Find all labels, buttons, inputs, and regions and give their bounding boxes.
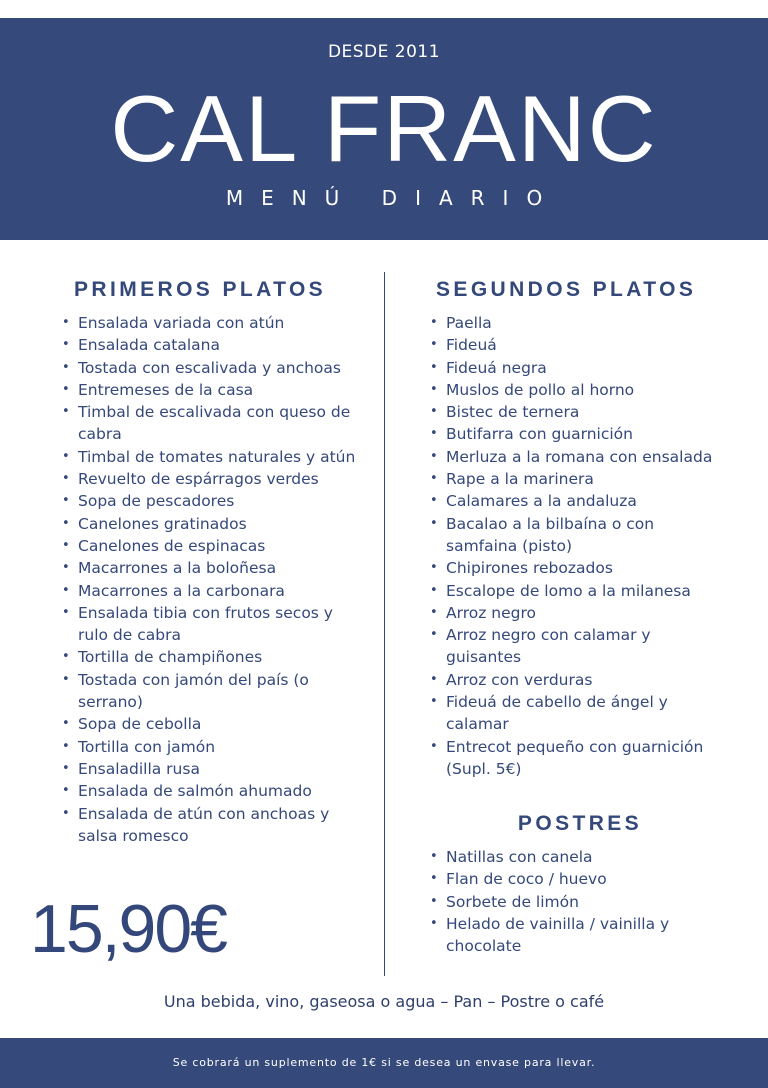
- segundos-list: [430, 312, 730, 780]
- menu-item: • Canelones gratinados: [62, 513, 362, 535]
- menu-item: • Tostada con jamón del país (o serrano): [62, 669, 362, 714]
- menu-price: 15,90€: [30, 891, 226, 967]
- menu-item: • Arroz con verduras: [430, 669, 730, 691]
- menu-item: • Arroz negro con calamar y guisantes: [430, 624, 730, 669]
- menu-item: • Bacalao a la bilbaína o con samfaina (pisto): [430, 513, 730, 558]
- menu-item: • Fideuá de cabello de ángel y calamar: [430, 691, 730, 736]
- menu-item: • Tortilla con jamón: [62, 736, 362, 758]
- primeros-title: PRIMEROS PLATOS: [74, 278, 327, 301]
- menu-item: • Arroz negro: [430, 602, 730, 624]
- menu-item: • Ensalada catalana: [62, 334, 362, 356]
- menu-item: • Merluza a la romana con ensalada: [430, 446, 730, 468]
- menu-item: • Ensalada de salmón ahumado: [62, 780, 362, 802]
- menu-item: • Sorbete de limón: [430, 891, 730, 913]
- menu-item: • Calamares a la andaluza: [430, 490, 730, 512]
- column-divider: [384, 272, 385, 976]
- menu-item: • Sopa de cebolla: [62, 713, 362, 735]
- menu-item: • Macarrones a la boloñesa: [62, 557, 362, 579]
- postres-section: [430, 812, 730, 957]
- restaurant-name: CAL FRANC: [110, 76, 658, 181]
- postres-list: [430, 846, 730, 957]
- menu-item: • Flan de coco / huevo: [430, 868, 730, 890]
- primeros-section: [62, 278, 362, 847]
- menu-item: • Ensaladilla rusa: [62, 758, 362, 780]
- menu-item: • Entrecot pequeño con guarnición (Supl. 5€): [430, 736, 730, 781]
- menu-item: • Chipirones rebozados: [430, 557, 730, 579]
- segundos-title: SEGUNDOS PLATOS: [436, 278, 697, 301]
- menu-item: • Muslos de pollo al horno: [430, 379, 730, 401]
- menu-item: • Timbal de tomates naturales y atún: [62, 446, 362, 468]
- footer-note: Se cobrará un suplemento de 1€ si se desea un envase para llevar.: [172, 1056, 596, 1069]
- menu-subtitle: MENÚ DIARIO: [225, 186, 561, 210]
- primeros-list: [62, 312, 362, 847]
- menu-item: • Butifarra con guarnición: [430, 423, 730, 445]
- menu-item: • Ensalada tibia con frutos secos y rulo de cabra: [62, 602, 362, 647]
- menu-item: • Macarrones a la carbonara: [62, 580, 362, 602]
- menu-item: • Timbal de escalivada con queso de cabra: [62, 401, 362, 446]
- segundos-section: [430, 278, 730, 780]
- menu-item: • Helado de vainilla / vainilla y chocolate: [430, 913, 730, 958]
- menu-item: • Tostada con escalivada y anchoas: [62, 357, 362, 379]
- menu-item: • Rape a la marinera: [430, 468, 730, 490]
- menu-item: • Entremeses de la casa: [62, 379, 362, 401]
- menu-item: • Fideuá negra: [430, 357, 730, 379]
- menu-includes: Una bebida, vino, gaseosa o agua – Pan – Postre o café: [163, 992, 605, 1011]
- header-banner: [0, 18, 768, 240]
- footer-banner: [0, 1038, 768, 1088]
- menu-item: • Fideuá: [430, 334, 730, 356]
- postres-title: POSTRES: [517, 812, 643, 835]
- menu-item: • Ensalada de atún con anchoas y salsa romesco: [62, 803, 362, 848]
- menu-item: • Escalope de lomo a la milanesa: [430, 580, 730, 602]
- menu-item: • Revuelto de espárragos verdes: [62, 468, 362, 490]
- since-label: DESDE 2011: [327, 42, 441, 62]
- menu-item: • Bistec de ternera: [430, 401, 730, 423]
- menu-item: • Ensalada variada con atún: [62, 312, 362, 334]
- menu-item: • Tortilla de champiñones: [62, 646, 362, 668]
- menu-item: • Paella: [430, 312, 730, 334]
- menu-item: • Sopa de pescadores: [62, 490, 362, 512]
- menu-item: • Canelones de espinacas: [62, 535, 362, 557]
- menu-item: • Natillas con canela: [430, 846, 730, 868]
